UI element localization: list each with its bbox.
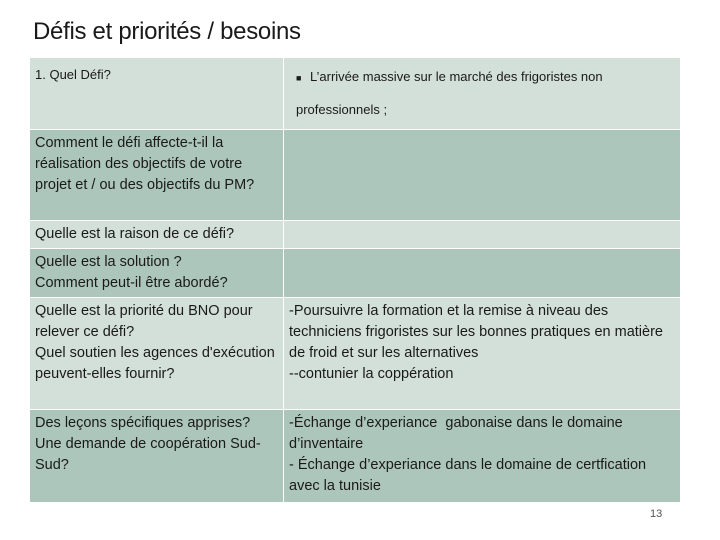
question-cell: 1. Quel Défi? [30,58,284,130]
question-line: Des leçons spécifiques apprises? [35,415,251,431]
table-row [30,221,681,249]
answer-cell [284,58,681,130]
table-row [30,130,681,221]
page-number: 13 [650,508,663,520]
slide-title: Défis et priorités / besoins [33,18,301,45]
question-line: Quelle est la priorité du BNO pour relever ce défi? [35,303,257,340]
question-cell: Comment le défi affecte-t-il la réalisation des objectifs de votre projet et / ou des objectifs du PM? [30,130,284,221]
table-row [30,249,681,298]
answer-line: - Échange d’experiance dans le domaine de certfication avec la tunisie [289,457,651,494]
table-row [30,298,681,410]
answer-line: -Poursuivre la formation et la remise à niveau des techniciens frigoristes sur les bonnes pratiques en matière de froid et sur les alternatives [289,303,668,361]
challenges-table [29,57,681,503]
table-row [30,58,681,130]
answer-cell [284,410,681,503]
question-line: Quel soutien les agences d'exécution peuvent-elles fournir? [35,345,279,382]
answer-cell [284,221,681,249]
question-cell [30,410,284,503]
answer-text: L’arrivée massive sur le marché des frigoristes non professionnels ; [296,69,603,117]
question-cell [30,249,284,298]
square-bullet-icon: ■ [296,72,302,83]
question-cell: Quelle est la raison de ce défi? [30,221,284,249]
answer-cell [284,249,681,298]
answer-line: -Échange d’experiance gabonaise dans le domaine d’inventaire [289,415,627,452]
question-cell [30,298,284,410]
answer-cell [284,130,681,221]
question-line: Une demande de coopération Sud-Sud? [35,436,261,473]
question-line: Comment peut-il être abordé? [35,275,228,291]
table-row [30,410,681,503]
answer-line: --contunier la coppération [289,366,454,382]
question-line: Quelle est la solution ? [35,254,182,270]
answer-cell [284,298,681,410]
